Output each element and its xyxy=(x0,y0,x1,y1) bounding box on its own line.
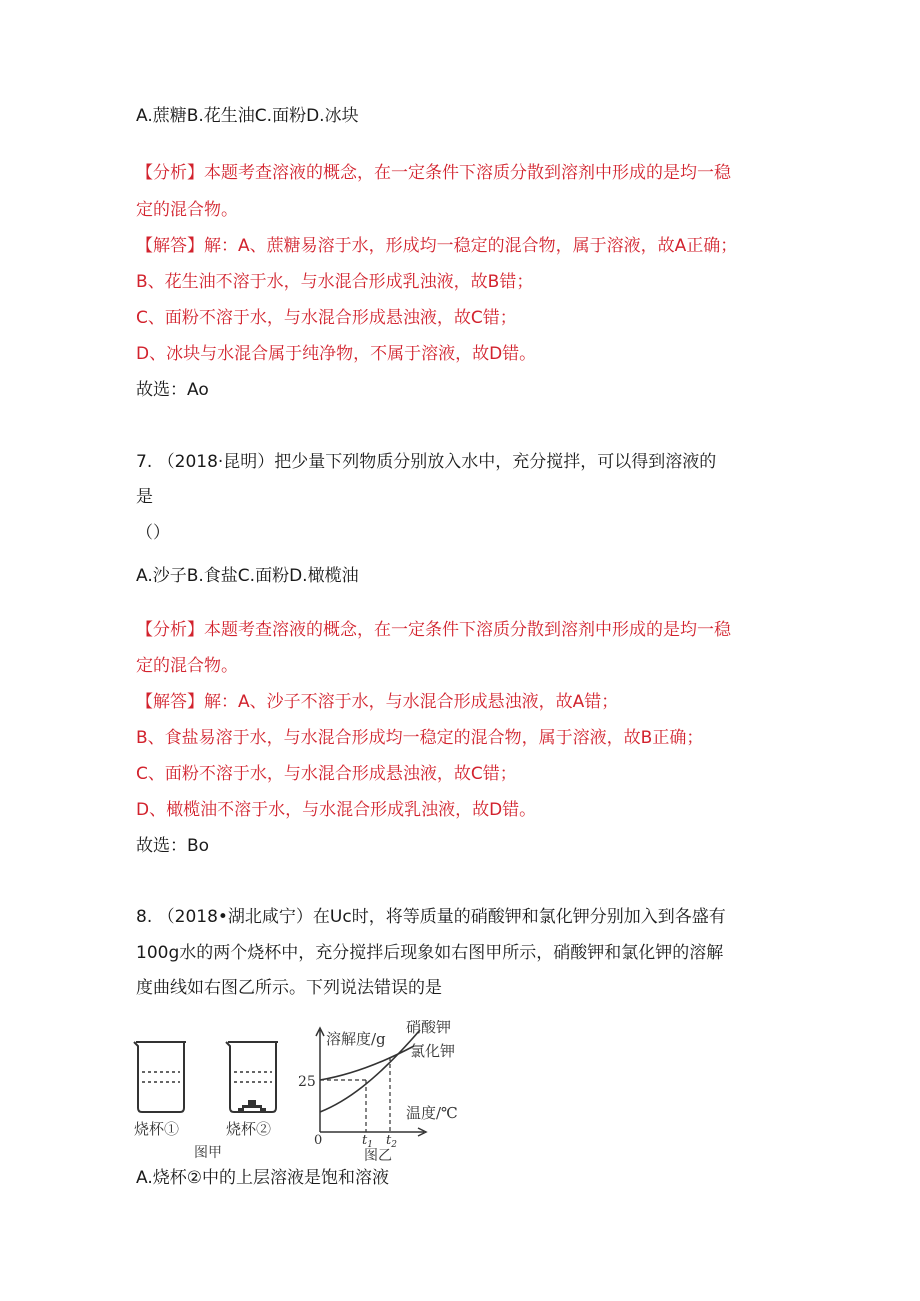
q6-answer-line3: C、面粉不溶于水，与水混合形成悬浊液，故C错； xyxy=(136,308,517,328)
q7-analysis-line1: 【分析】本题考查溶液的概念，在一定条件下溶质分散到溶剂中形成的是均一稳 xyxy=(136,620,731,640)
q7-stem-line1: 7. （2018·昆明）把少量下列物质分别放入水中，充分搅拌，可以得到溶液的 xyxy=(136,452,717,472)
guide-lines xyxy=(320,1057,390,1132)
q8-stem-line3: 度曲线如右图乙所示。下列说法错误的是 xyxy=(136,978,442,998)
q7-answer-line1: 【解答】解：A、沙子不溶于水，与水混合形成悬浊液，故A错； xyxy=(136,692,619,712)
q7-answer-line4: D、橄榄油不溶于水，与水混合形成乳浊液，故D错。 xyxy=(136,800,537,820)
q7-stem-line3: （） xyxy=(136,523,170,543)
q6-analysis-line1: 【分析】本题考查溶液的概念，在一定条件下溶质分散到溶剂中形成的是均一稳 xyxy=(136,163,731,183)
q6-answer-line4: D、冰块与水混合属于纯净物，不属于溶液，故D错。 xyxy=(136,344,537,364)
y-tick-25: 25 xyxy=(298,1074,316,1090)
q6-analysis-line2: 定的混合物。 xyxy=(136,200,238,220)
q8-figure-svg xyxy=(130,1020,466,1162)
q7-analysis-line2: 定的混合物。 xyxy=(136,656,238,676)
figure-caption-left: 图甲 xyxy=(194,1145,222,1161)
q7-choice: 故选：Bo xyxy=(136,836,210,856)
curve-label-mid: 氯化钾 xyxy=(410,1042,456,1060)
x-axis-label: 温度/℃ xyxy=(406,1104,458,1122)
q7-answer-line2: B、食盐易溶于水，与水混合形成均一稳定的混合物，属于溶液，故B正确； xyxy=(136,728,704,748)
beaker-1 xyxy=(134,1042,186,1112)
q7-stem-line2: 是 xyxy=(136,487,153,507)
beaker-2-precipitate xyxy=(238,1100,266,1111)
figure-caption-right: 图乙 xyxy=(364,1148,392,1162)
curve-label-top: 硝酸钾 xyxy=(406,1020,452,1036)
q6-choice: 故选：Ao xyxy=(136,380,209,400)
beaker-2-label: 烧杯② xyxy=(226,1120,272,1138)
origin-label: 0 xyxy=(314,1133,323,1148)
q7-options: A.沙子B.食盐C.面粉D.橄榄油 xyxy=(136,566,359,586)
beaker-1-label: 烧杯① xyxy=(134,1120,180,1138)
q8-stem-line2: 100g水的两个烧杯中，充分搅拌后现象如右图甲所示，硝酸钾和氯化钾的溶解 xyxy=(136,943,724,963)
t1-label: $t_1$ xyxy=(362,1133,373,1150)
q8-option-a: A.烧杯②中的上层溶液是饱和溶液 xyxy=(136,1168,389,1188)
q8-stem-line1: 8. （2018•湖北咸宁）在Uc时，将等质量的硝酸钾和氯化钾分别加入到各盛有 xyxy=(136,907,726,927)
y-axis-label: 溶解度/g xyxy=(326,1030,386,1048)
q6-options: A.蔗糖B.花生油C.面粉D.冰块 xyxy=(136,106,359,126)
q6-answer-line1: 【解答】解：A、蔗糖易溶于水，形成均一稳定的混合物，属于溶液，故A正确； xyxy=(136,236,738,256)
q7-answer-line3: C、面粉不溶于水，与水混合形成悬浊液，故C错； xyxy=(136,764,517,784)
t2-label: $t_2$ xyxy=(386,1133,397,1150)
q6-answer-line2: B、花生油不溶于水，与水混合形成乳浊液，故B错； xyxy=(136,272,534,292)
q8-figure xyxy=(130,1020,466,1162)
